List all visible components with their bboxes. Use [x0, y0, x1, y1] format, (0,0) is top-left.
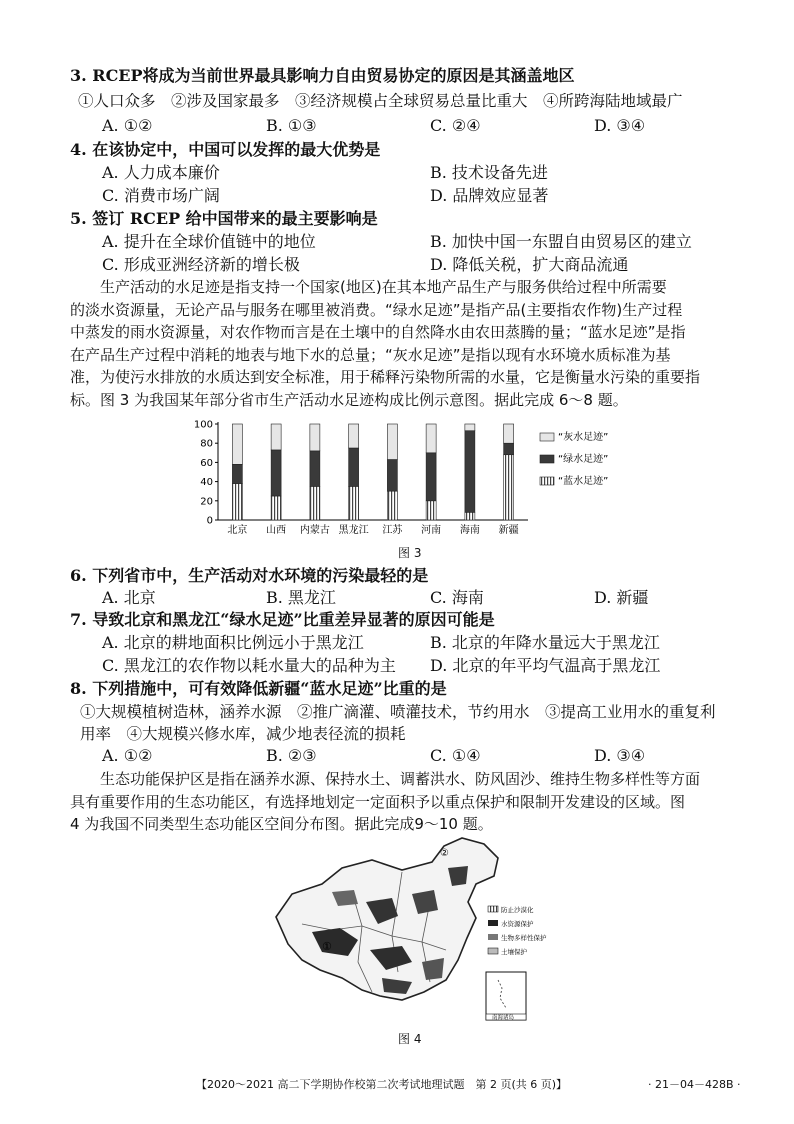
bar-segment: [426, 501, 436, 520]
bar-segment: [465, 512, 475, 520]
legend-label: “灰水足迹”: [558, 432, 609, 443]
bar-segment: [349, 424, 359, 448]
x-tick-label: 北京: [227, 525, 248, 536]
bar-segment: [310, 424, 320, 451]
passage-line: 的淡水资源量，无论产品与服务在哪里被消费。“绿水足迹”是指产品(主要指农作物)生产过程: [70, 300, 683, 319]
q8-items-line2: 用率 ④大规模兴修水库，减少地表径流的损耗: [80, 725, 406, 743]
x-tick-label: 河南: [421, 525, 442, 536]
footer-code: · 21－04－428B ·: [648, 1078, 741, 1091]
map-legend-label: 水资源保护: [501, 920, 534, 928]
q7-option-c: C. 黑龙江的农作物以耗水量大的品种为主: [102, 656, 396, 675]
q3-option-a: A. ①②: [102, 116, 153, 135]
x-tick-label: 江苏: [382, 525, 403, 536]
passage-line: 在产品生产过程中消耗的地表与地下水的总量；“灰水足迹”是指以现有水环境水质标准为基: [70, 345, 671, 364]
bar-segment: [465, 424, 475, 431]
q7-stem: 7. 导致北京和黑龙江“绿水足迹”比重差异显著的原因可能是: [70, 610, 495, 629]
bar-segment: [349, 486, 359, 520]
q6-option-a: A. 北京: [102, 588, 156, 607]
q3-stem: 3. RCEP将成为当前世界最具影响力自由贸易协定的原因是其涵盖地区: [70, 66, 575, 85]
q7-option-b: B. 北京的年降水量远大于黑龙江: [430, 633, 660, 652]
q8-option-a: A. ①②: [102, 746, 153, 765]
q3-items: ①人口众多 ②涉及国家最多 ③经济规模占全球贸易总量比重大 ④所跨海陆地域最广: [78, 92, 683, 110]
passage-line: 生产活动的水足迹是指支持一个国家(地区)在其本地产品生产与服务供给过程中所需要: [70, 278, 667, 296]
bar-segment: [271, 424, 281, 450]
map-marker-1: ①: [322, 940, 332, 953]
water-footprint-passage: [70, 276, 742, 411]
bar-segment: [232, 484, 242, 520]
bar-segment: [349, 448, 359, 486]
passage-line: 生态功能保护区是指在涵养水源、保持水土、调蓄洪水、防风固沙、维持生物多样性等方面: [70, 770, 701, 788]
q5-option-a: A. 提升在全球价值链中的地位: [102, 232, 316, 251]
bar-segment: [504, 424, 514, 443]
y-tick-label: 60: [200, 457, 213, 469]
passage-line: 4 为我国不同类型生态功能区空间分布图。据此完成9～10 题。: [70, 815, 493, 833]
map-marker-2: ②: [440, 848, 449, 859]
y-tick-label: 80: [200, 438, 213, 450]
passage-line: 标。图 3 为我国某年部分省市生产活动水足迹构成比例示意图。据此完成 6～8 题。: [70, 390, 628, 409]
map-legend-label: 防止沙漠化: [501, 906, 534, 914]
q6-option-d: D. 新疆: [594, 588, 649, 607]
bar-segment: [465, 431, 475, 513]
bar-segment: [271, 496, 281, 520]
q6-stem: 6. 下列省市中，生产活动对水环境的污染最轻的是: [70, 566, 429, 585]
q7-option-d: D. 北京的年平均气温高于黑龙江: [430, 656, 661, 675]
bar-segment: [232, 464, 242, 483]
passage-line: 具有重要作用的生态功能区，有选择地划定一定面积予以重点保护和限制开发建设的区域。图: [70, 792, 686, 811]
map-legend-label: 土壤保护: [501, 948, 527, 956]
q5-option-b: B. 加快中国一东盟自由贸易区的建立: [430, 232, 692, 251]
inset-label: 南海诸岛: [492, 1015, 515, 1021]
bar-segment: [310, 486, 320, 520]
figure-4-caption: 图 4: [398, 1032, 422, 1046]
legend-swatch: [540, 455, 554, 463]
q5-option-c: C. 形成亚洲经济新的增长极: [102, 255, 300, 274]
map-legend: [488, 905, 547, 956]
bar-segment: [387, 491, 397, 520]
q3-option-b: B. ①③: [266, 116, 317, 135]
q4-stem: 4. 在该协定中，中国可以发挥的最大优势是: [70, 140, 381, 159]
q8-option-c: C. ①④: [430, 746, 481, 765]
china-eco-zone-map: [262, 832, 552, 1032]
bar-segment: [426, 424, 436, 453]
bar-segment: [232, 424, 242, 464]
legend-label: “蓝水足迹”: [558, 476, 609, 487]
q4-option-a: A. 人力成本廉价: [102, 163, 220, 182]
bar-segment: [426, 453, 436, 501]
water-footprint-chart: [190, 412, 630, 542]
q8-option-d: D. ③④: [594, 746, 646, 765]
y-tick-label: 100: [193, 419, 213, 431]
x-tick-label: 新疆: [498, 525, 519, 536]
q4-option-d: D. 品牌效应显著: [430, 186, 549, 205]
bar-segment: [271, 450, 281, 496]
q6-option-c: C. 海南: [430, 588, 484, 607]
q8-stem: 8. 下列措施中，可有效降低新疆“蓝水足迹”比重的是: [70, 679, 447, 698]
bar-segment: [387, 460, 397, 492]
q8-option-b: B. ②③: [266, 746, 317, 765]
q5-stem: 5. 签订 RCEP 给中国带来的最主要影响是: [70, 209, 378, 228]
x-tick-label: 山西: [266, 525, 287, 536]
x-tick-label: 内蒙古: [299, 525, 330, 536]
q4-option-b: B. 技术设备先进: [430, 163, 548, 182]
passage-line: 中蒸发的雨水资源量，对农作物而言是在土壤中的自然降水由农田蒸腾的量；“蓝水足迹”是指: [70, 323, 686, 341]
eco-zone-passage: [70, 768, 742, 836]
q3-option-c: C. ②④: [430, 116, 481, 135]
q4-option-c: C. 消费市场广阔: [102, 186, 220, 205]
bar-segment: [310, 451, 320, 487]
q7-option-a: A. 北京的耕地面积比例远小于黑龙江: [102, 633, 364, 652]
south-china-sea-inset: [486, 972, 526, 1021]
q5-option-d: D. 降低关税，扩大商品流通: [430, 255, 629, 274]
x-tick-label: 黑龙江: [338, 525, 369, 536]
legend-swatch: [540, 433, 554, 441]
legend-swatch: [540, 477, 554, 485]
legend-label: “绿水足迹”: [558, 454, 609, 465]
q8-items-line1: ①大规模植树造林，涵养水源 ②推广滴灌、喷灌技术，节约用水 ③提高工业用水的重复利: [80, 703, 716, 721]
bar-segment: [387, 424, 397, 460]
map-legend-label: 生物多样性保护: [501, 934, 547, 942]
figure-3-caption: 图 3: [398, 546, 422, 560]
passage-line: 准，为使污水排放的水质达到安全标准，用于稀释污染物所需的水量，它是衡量水污染的重要指: [70, 368, 701, 386]
bar-segment: [504, 455, 514, 520]
y-tick-label: 20: [200, 496, 213, 508]
footer-page-info: 【2020～2021 高二下学期协作校第二次考试地理试题 第 2 页(共 6 页)】: [196, 1078, 568, 1091]
q3-option-d: D. ③④: [594, 116, 646, 135]
q6-option-b: B. 黑龙江: [266, 588, 336, 607]
bar-segment: [504, 443, 514, 455]
y-tick-label: 40: [200, 477, 213, 489]
y-tick-label: 0: [206, 515, 213, 527]
x-tick-label: 海南: [459, 525, 480, 536]
